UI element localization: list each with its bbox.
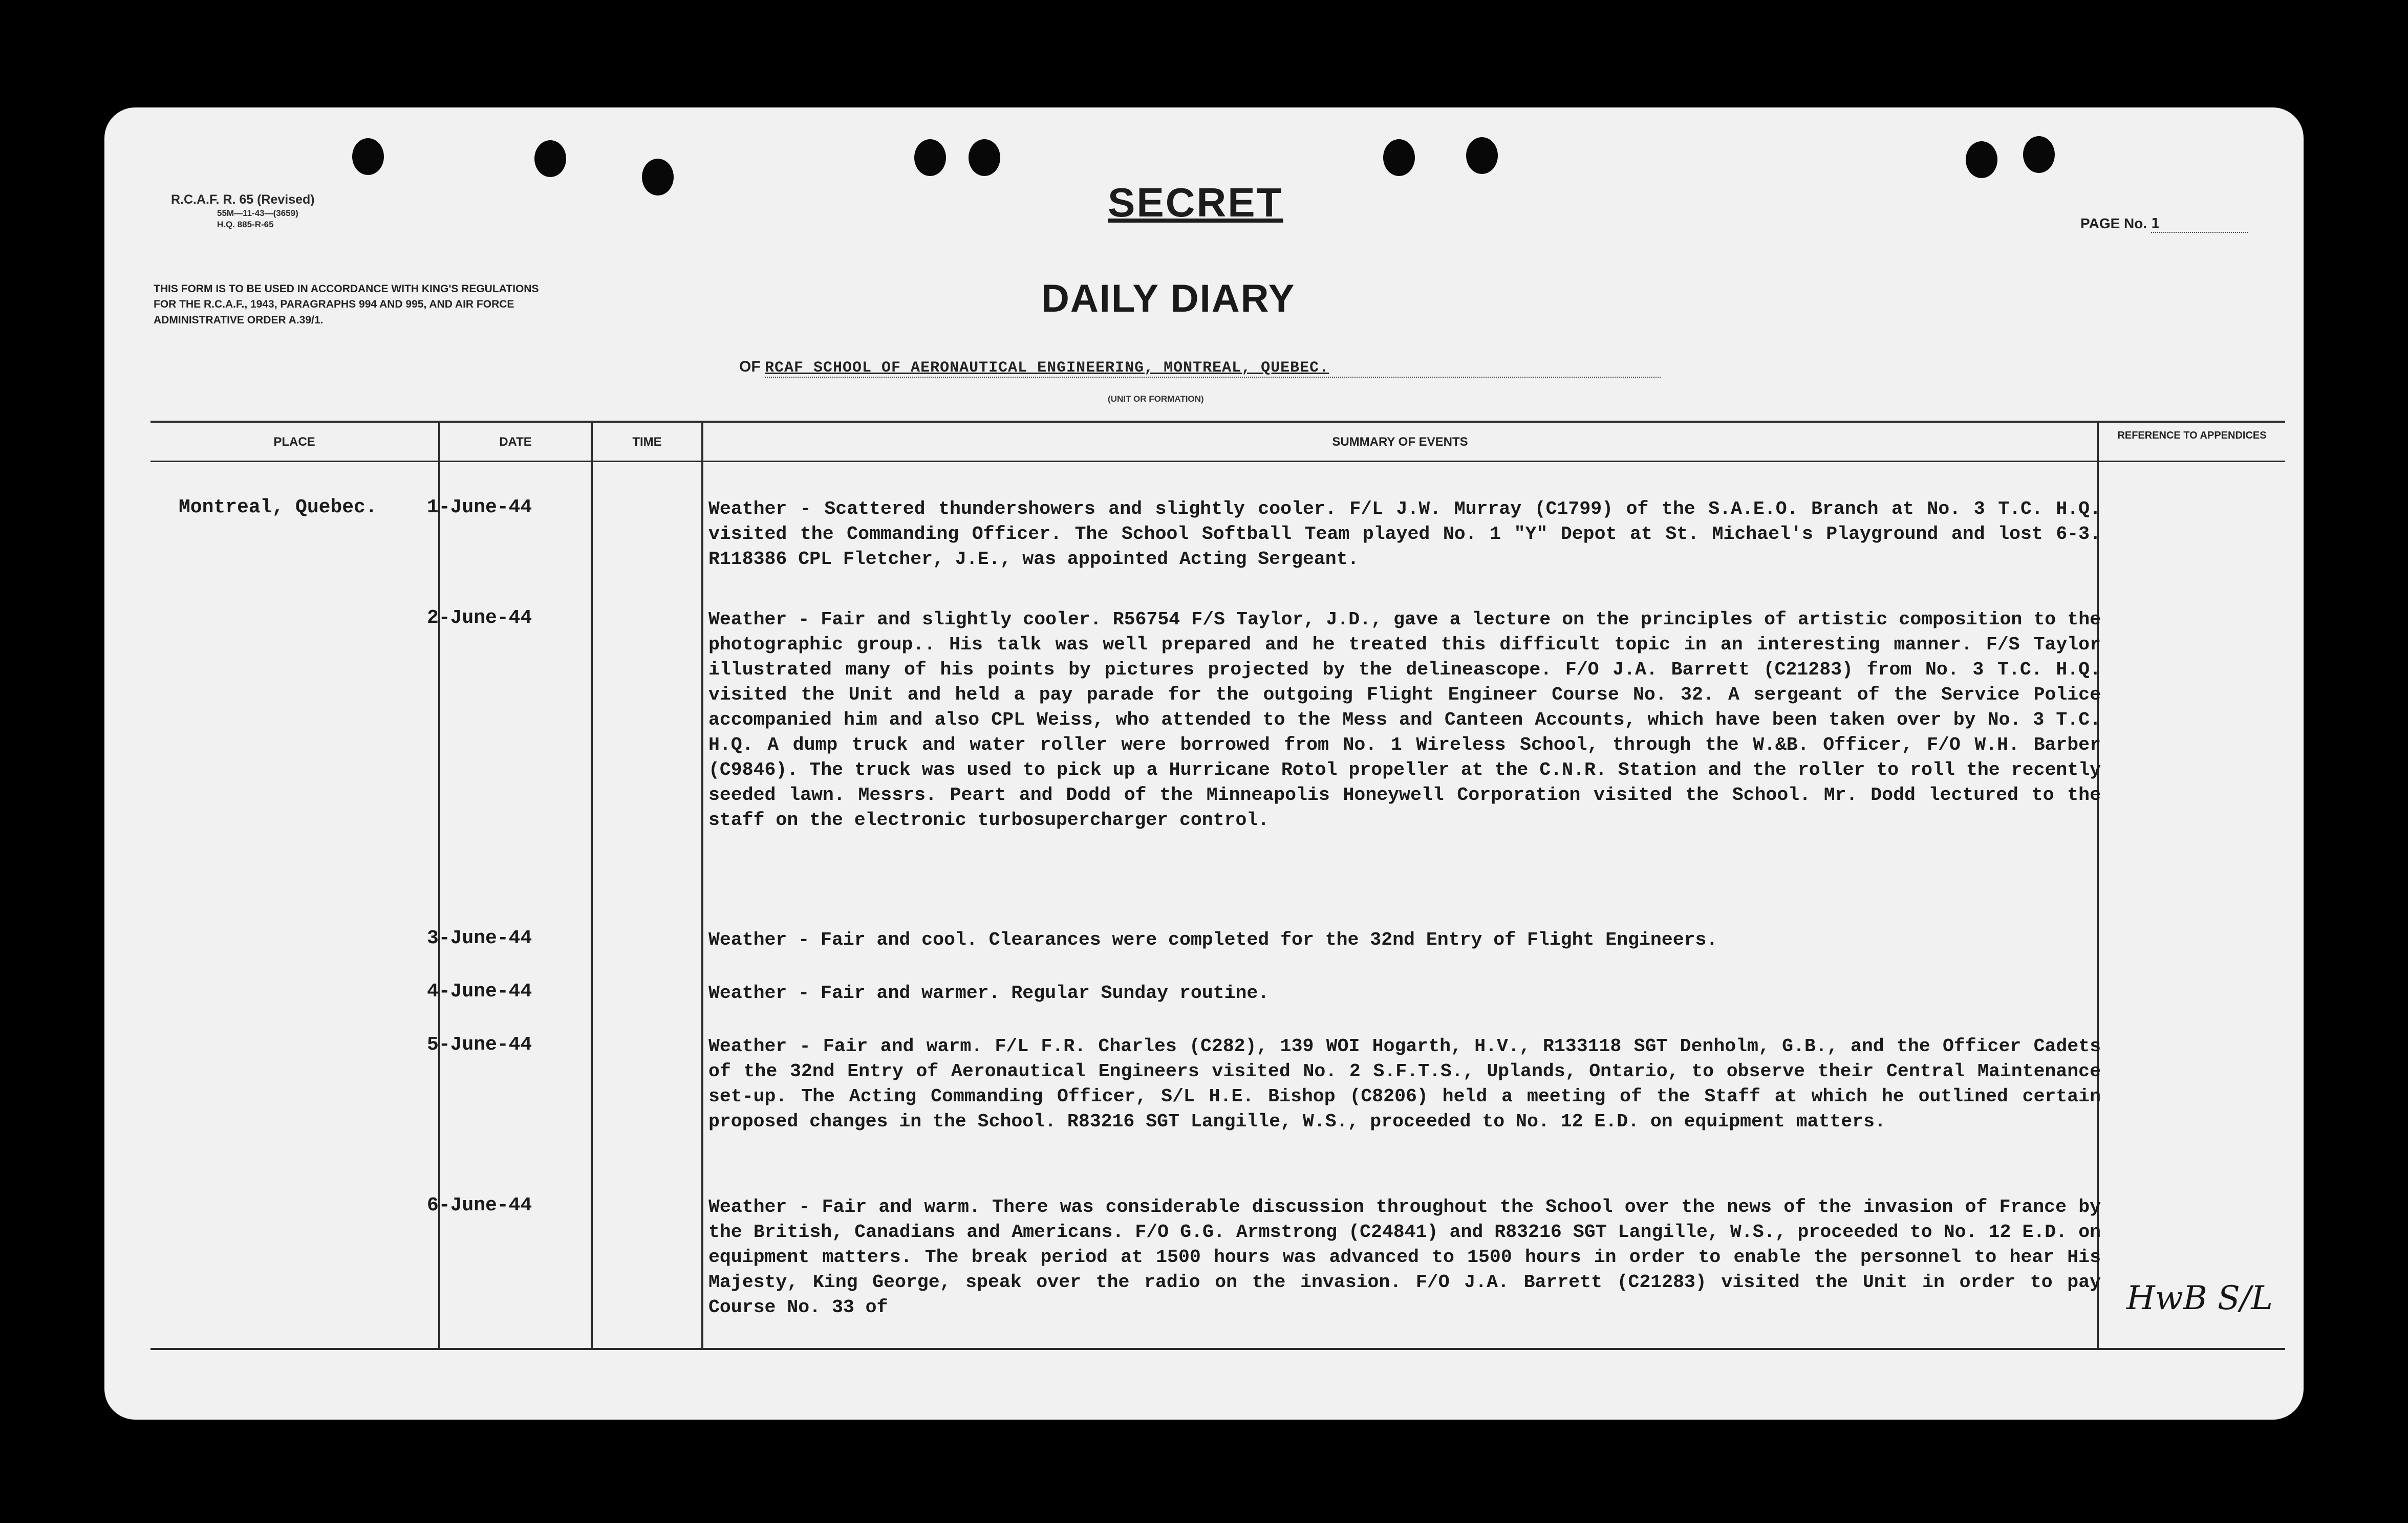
column-header-place: PLACE [273,435,315,449]
entry-date: 3-June-44 [427,927,532,949]
diary-sheet [104,107,2304,1420]
entry-date: 6-June-44 [427,1194,532,1216]
unit-name: RCAF SCHOOL OF AERONAUTICAL ENGINEERING, MONTREAL, QUEBEC. [765,359,1661,378]
page-title: DAILY DIARY [1041,277,1296,320]
page-number-value: 1 [2151,215,2248,233]
entry-place: Montreal, Quebec. [179,496,377,518]
form-instructions: THIS FORM IS TO BE USED IN ACCORDANCE WITH KING'S REGULATIONS FOR THE R.C.A.F., 1943, PARAGRAPHS 994 AND 995, AND AIR FORCE ADMINISTRATIVE ORDER A.39/1. [154,283,539,326]
column-header-time: TIME [632,435,662,449]
entry-date: 5-June-44 [427,1034,532,1056]
diary-entries [104,107,2304,1420]
entry-summary: Weather - Fair and warm. There was considerable discussion throughout the School over the news of the invasion of France by the British, Canadians and Americans. F/O G.G. Armstrong (C24841) and R83216 SGT Langille, W.S., proceeded to No. 12 E.D. on equipment matters. The break period at 1500 hours was advanced to 1500 hours in order to enable the personnel to hear His Majesty, King George, speak over the radio on the invasion. F/O J.A. Barrett (C21283) visited the Unit in order to pay Course No. 33 of [708,1196,2101,1318]
entry-date: 4-June-44 [427,981,532,1003]
entry-summary: Weather - Fair and warmer. Regular Sunday routine. [708,983,1270,1004]
form-print-code: 55M—11-43—(3659) [217,208,298,219]
entry-summary: Weather - Fair and cool. Clearances were completed for the 32nd Entry of Flight Engineers. [708,929,1718,950]
entry-summary: Weather - Fair and warm. F/L F.R. Charles (C282), 139 WOI Hogarth, H.V., R133118 SGT Denholm, G.B., and the Officer Cadets of the 32nd Entry of Aeronautical Engineers visited No. 2 S.F.T.S., Uplands, Ontario, to observe their Central Maintenance set-up. The Acting Commanding Officer, S/L H.E. Bishop (C8206) held a meeting of the Staff at which he outlined certain proposed changes in the School. R83216 SGT Langille, W.S., proceeded to No. 12 E.D. on equipment matters. [708,1036,2101,1132]
entry-summary: Weather - Scattered thundershowers and slightly cooler. F/L J.W. Murray (C1799) of the S.A.E.O. Branch at No. 3 T.C. H.Q. visited the Commanding Officer. The School Softball Team played No. 1 "Y" Depot at St. Michael's Playground and lost 6-3. R118386 CPL Fletcher, J.E., was appointed Acting Sergeant. [708,498,2101,570]
page-number-label: PAGE No. [2080,215,2147,231]
entry-summary: Weather - Fair and slightly cooler. R56754 F/S Taylor, J.D., gave a lecture on the principles of artistic composition to the photographic group.. His talk was well prepared and he treated this difficult topic in an interesting manner. F/S Taylor illustrated many of his points by pictures projected by the delineascope. F/O J.A. Barrett (C21283) from No. 3 T.C. H.Q. visited the Unit and held a pay parade for the outgoing Flight Engineer Course No. 32. A sergeant of the Service Police accompanied him and also CPL Weiss, who attended to the Mess and Canteen Accounts, which have been taken over by No. 3 T.C. H.Q. A dump truck and water roller were borrowed from No. 1 Wireless School, through the W.&B. Officer, F/O W.H. Barber (C9846). The truck was used to pick up a Hurricane Rotol propeller at the C.N.R. Station and the roller to roll the recently seeded lawn. Messrs. Peart and Dodd of the Minneapolis Honeywell Corporation visited the School. Mr. Dodd lectured to the staff on the electronic turbosupercharger control. [708,609,2101,831]
entry-date: 2-June-44 [427,607,532,629]
form-hq-code: H.Q. 885-R-65 [217,219,274,229]
column-header-reference: REFERENCE TO APPENDICES [2117,430,2267,441]
signature: HwB S/L [2126,1279,2273,1317]
unit-caption: (UNIT OR FORMATION) [1108,394,1204,404]
classification-stamp: SECRET [1108,180,1283,225]
form-number: R.C.A.F. R. 65 (Revised) [171,192,315,207]
unit-of-label: OF [739,358,761,375]
column-header-date: DATE [499,435,532,449]
column-header-summary: SUMMARY OF EVENTS [1332,435,1468,449]
entry-date: 1-June-44 [427,496,532,518]
